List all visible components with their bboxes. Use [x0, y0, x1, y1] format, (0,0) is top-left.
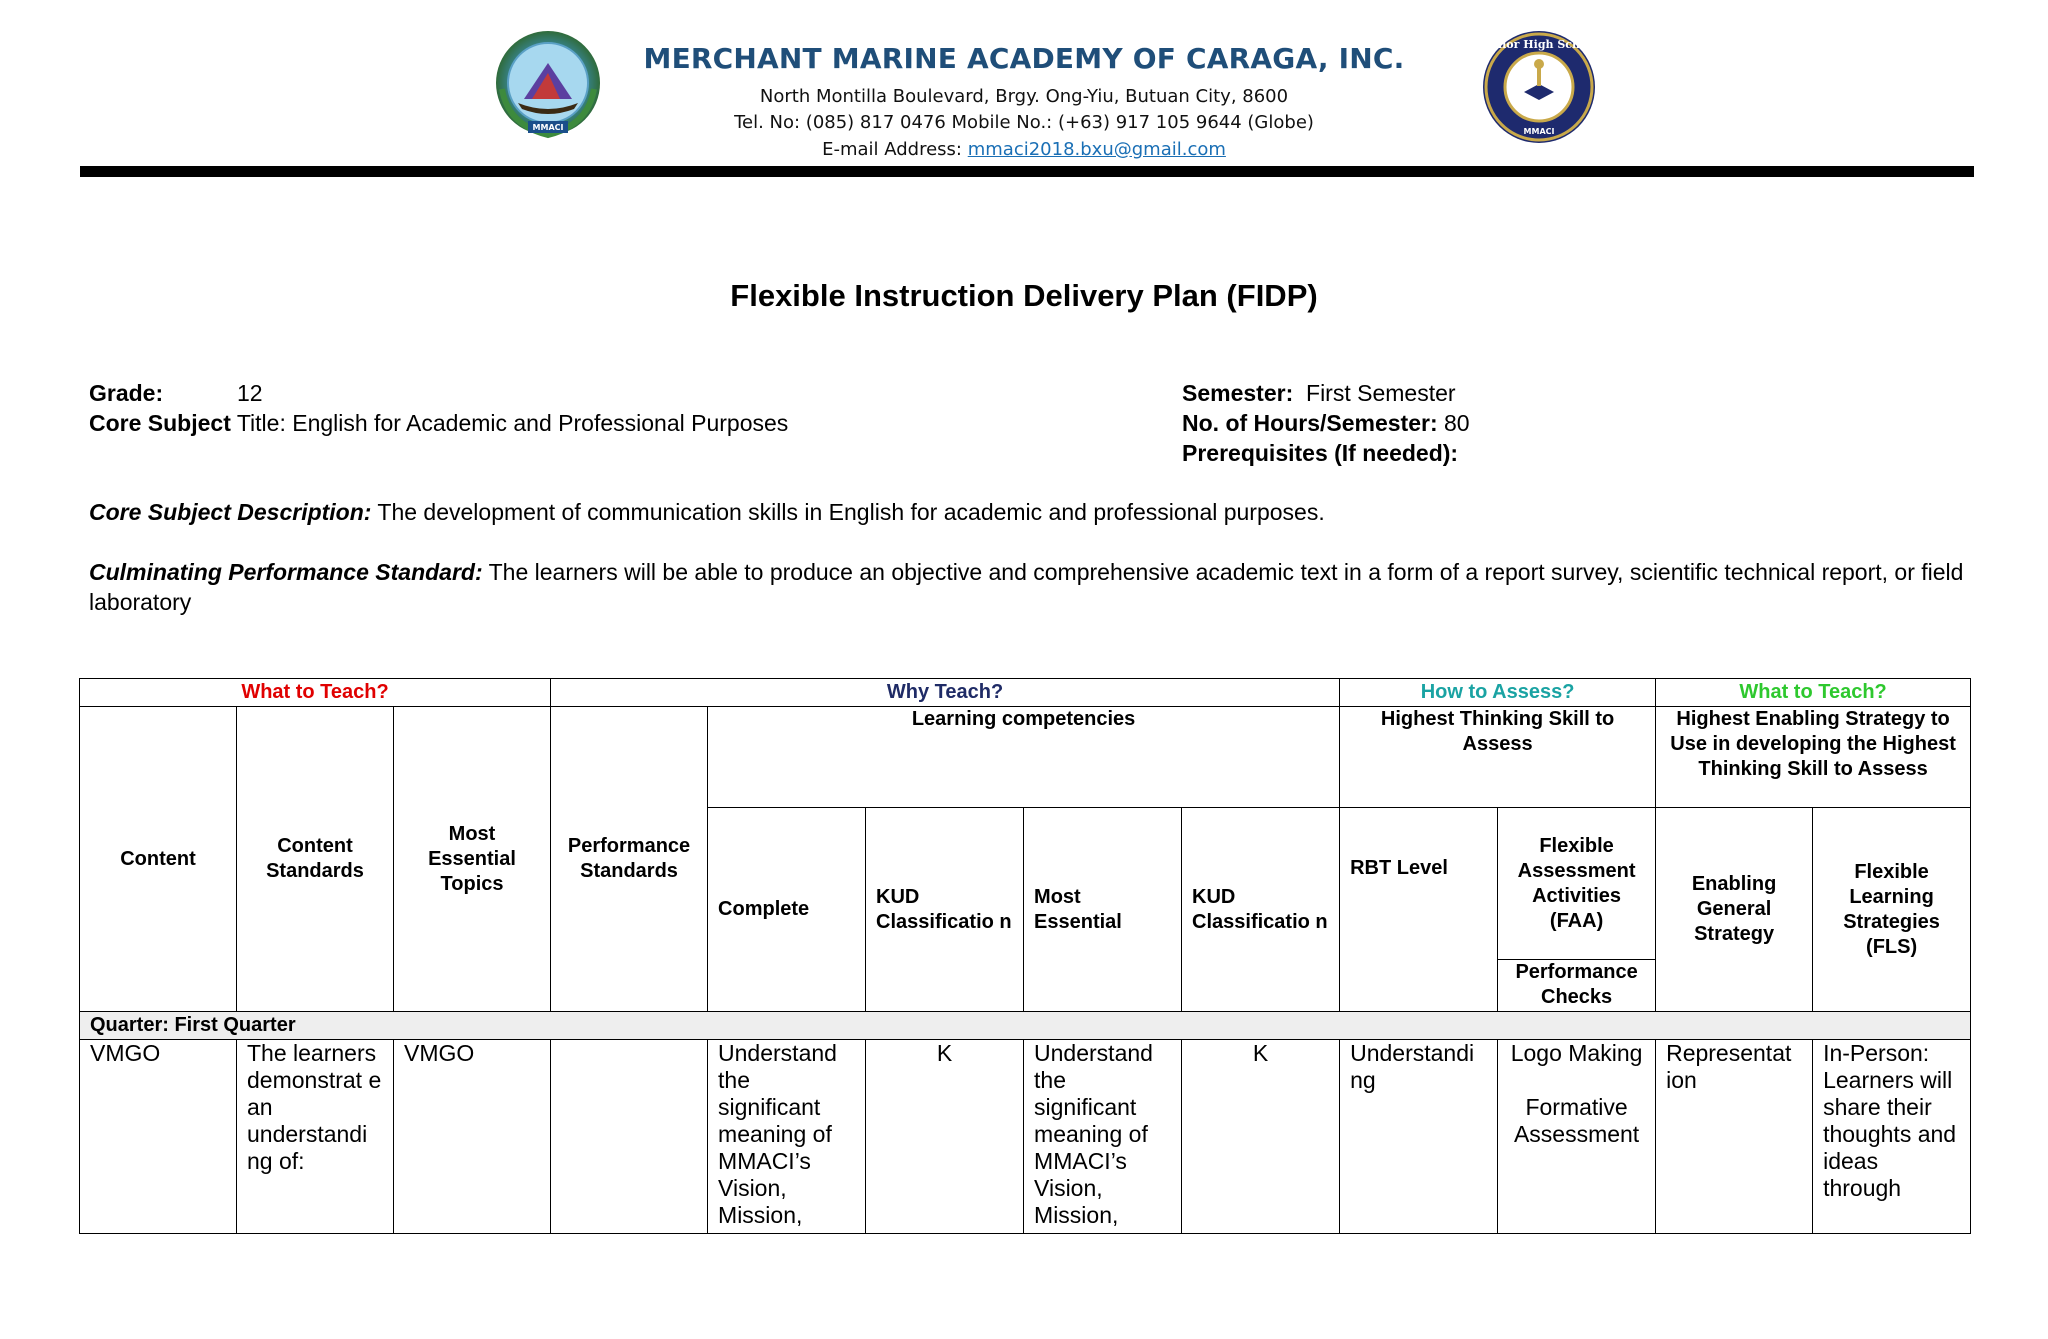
cell-enabling-general-strategy: Representat ion [1656, 1040, 1813, 1234]
email-link[interactable]: mmaci2018.bxu@gmail.com [967, 139, 1226, 160]
cell-performance-standards [551, 1040, 708, 1234]
cell-content-standards: The learners demonstrat e an understandi ng of: [237, 1040, 394, 1234]
core-subject-value: Title: English for Academic and Professional Purposes [230, 410, 789, 436]
cps-label: Culminating Performance Standard: [89, 559, 483, 585]
prerequisites-field [1182, 438, 1458, 468]
cell-kud-classification-2: K [1182, 1040, 1340, 1234]
header-complete: Complete [708, 808, 866, 1012]
description-label: Core Subject Description: [89, 499, 372, 525]
core-subject-field [89, 408, 788, 438]
header-kud-classification-1: KUD Classificatio n [866, 808, 1024, 1012]
header-rbt-level: RBT Level [1340, 808, 1498, 1012]
header-most-essential: Most Essential [1024, 808, 1182, 1012]
group-why-teach: Why Teach? [551, 679, 1340, 707]
cell-content: VMGO [80, 1040, 237, 1234]
table-row [80, 1040, 1971, 1234]
core-subject-description [89, 497, 1969, 527]
header-performance-checks: Performance Checks [1498, 960, 1656, 1012]
header-kud-classification-2: KUD Classificatio n [1182, 808, 1340, 1012]
group-how-to-assess: How to Assess? [1340, 679, 1656, 707]
grade-value: 12 [237, 380, 263, 406]
cell-most-essential-topics: VMGO [394, 1040, 551, 1234]
prerequisites-label: Prerequisites (If needed): [1182, 440, 1459, 466]
cps-value: The learners will be able to produce an objective and comprehensive academic text in a form of a report survey, scientific technical report, or field laboratory [89, 559, 1964, 615]
cell-faa-line-2: Formative Assessment [1513, 1094, 1640, 1147]
svg-text:Senior High School: Senior High School [1480, 38, 1598, 51]
group-what-to-teach-2: What to Teach? [1656, 679, 1971, 707]
school-phone: Tel. No: (085) 817 0476 Mobile No.: (+63) 917 105 9644 (Globe) [734, 112, 1314, 133]
cell-complete: Understand the significant meaning of MMACI’s Vision, Mission, [708, 1040, 866, 1234]
semester-label: Semester: [1182, 380, 1294, 406]
header-flexible-learning-strategies: Flexible Learning Strategies (FLS) [1813, 808, 1971, 1012]
cell-kud-classification-1: K [866, 1040, 1024, 1234]
document-title: Flexible Instruction Delivery Plan (FIDP) [730, 278, 1318, 313]
quarter-row [80, 1012, 1971, 1040]
core-subject-label: Core Subject [89, 410, 231, 436]
group-what-to-teach: What to Teach? [80, 679, 551, 707]
senior-high-school-logo [1480, 28, 1598, 146]
school-name: MERCHANT MARINE ACADEMY OF CARAGA, INC. [643, 42, 1405, 75]
header-performance-standards: Performance Standards [551, 707, 708, 1012]
header-highest-thinking-skill: Highest Thinking Skill to Assess [1340, 707, 1656, 808]
culminating-performance-standard [89, 557, 1969, 617]
header-content: Content [80, 707, 237, 1012]
header-content-standards: Content Standards [237, 707, 394, 1012]
cell-most-essential: Understand the significant meaning of MMACI’s Vision, Mission, [1024, 1040, 1182, 1234]
header-most-essential-topics: Most Essential Topics [394, 707, 551, 1012]
description-value: The development of communication skills in English for academic and professional purposes. [371, 499, 1325, 525]
header-learning-competencies: Learning competencies [708, 707, 1340, 808]
school-address: North Montilla Boulevard, Brgy. Ong-Yiu, Butuan City, 8600 [759, 86, 1289, 107]
header-enabling-general-strategy: Enabling General Strategy [1656, 808, 1813, 1012]
quarter-label: Quarter: First Quarter [80, 1012, 1971, 1040]
hours-label: No. of Hours/Semester: [1182, 410, 1438, 436]
cell-rbt-level: Understandi ng [1340, 1040, 1498, 1234]
letterhead-divider [80, 166, 1974, 177]
header-highest-enabling-strategy: Highest Enabling Strategy to Use in developing the Highest Thinking Skill to Assess [1656, 707, 1971, 808]
cell-faa-line-1: Logo Making [1510, 1040, 1643, 1066]
fidp-table [79, 678, 1971, 1234]
group-header-row [80, 679, 1971, 707]
svg-text:MMACI: MMACI [532, 123, 564, 132]
grade-label: Grade: [89, 380, 164, 406]
cell-flexible-learning-strategies: In-Person: Learners will share their thoughts and ideas through [1813, 1040, 1971, 1234]
semester-field [1182, 378, 1456, 408]
header-row-1 [80, 707, 1971, 808]
header-flexible-assessment-activities: Flexible Assessment Activities (FAA) [1498, 808, 1656, 960]
email-label: E-mail Address: [822, 139, 968, 160]
semester-value: First Semester [1293, 380, 1456, 406]
hours-value: 80 [1437, 410, 1470, 436]
cell-assessment-activities [1498, 1040, 1656, 1234]
hours-field [1182, 408, 1470, 438]
school-email-line [0, 139, 2048, 160]
grade-field [89, 378, 263, 408]
svg-text:MMACI: MMACI [1523, 127, 1555, 136]
